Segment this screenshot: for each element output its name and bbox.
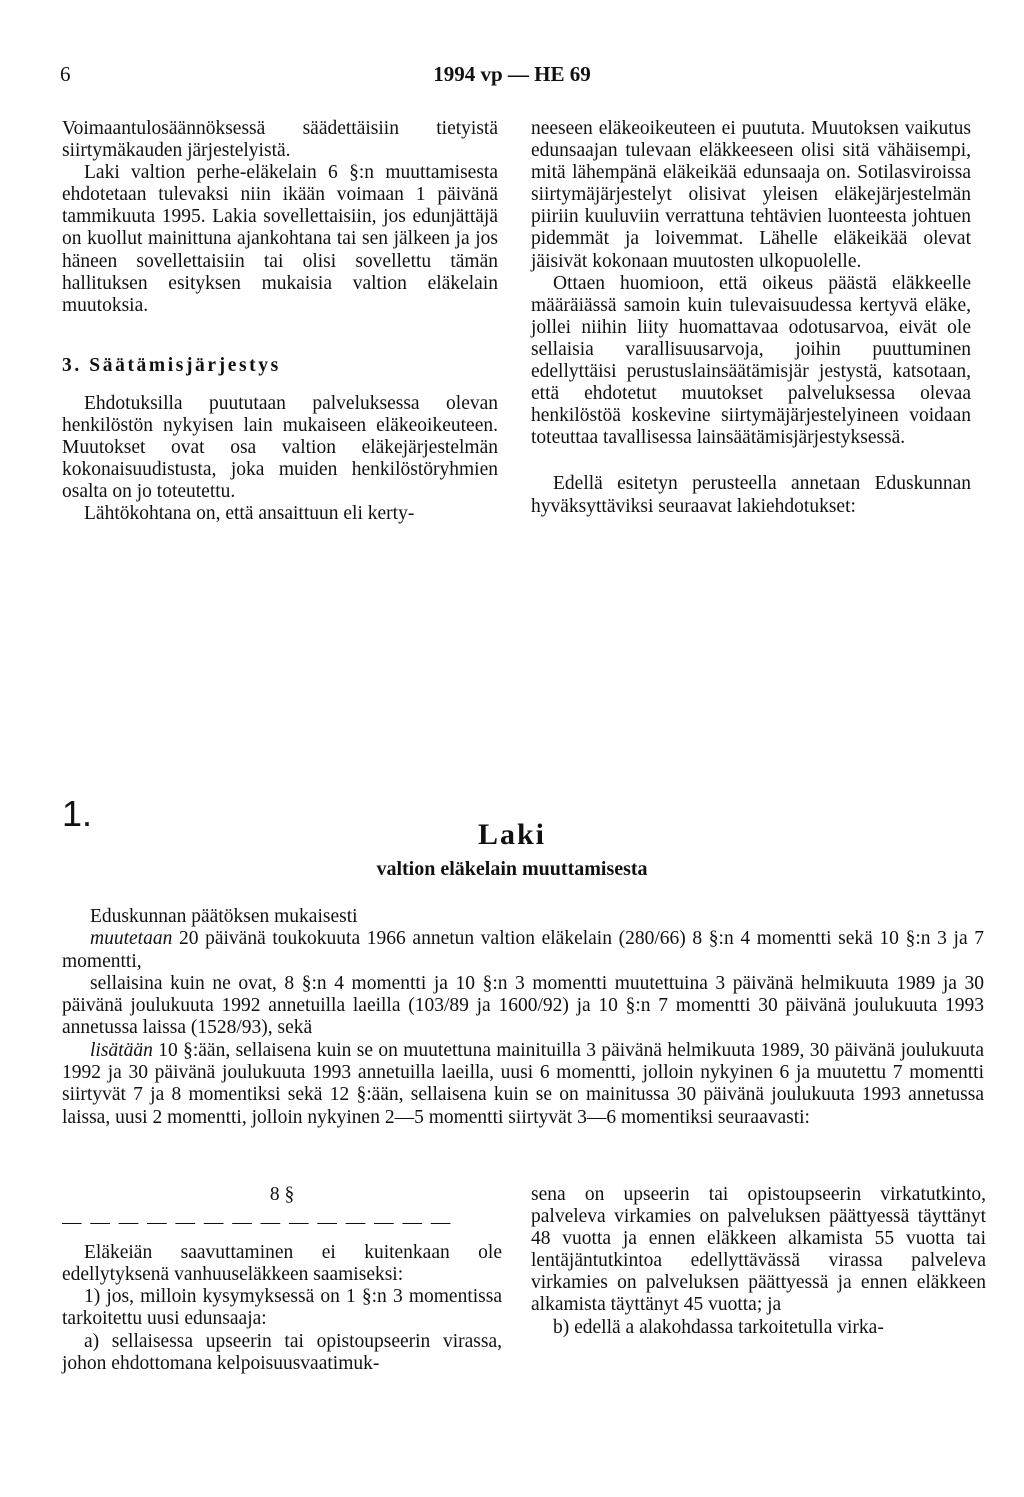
right-paragraph-1: neeseen eläkeoikeuteen ei puututa. Muutoksen vaikutus edunsaajan tulevaan eläkkeeseen olisi sitä vähäisempi, mitä lähempänä eläkeikää edunsaaja on. Sotilasviroissa siirtymäjärjestelyt olisivat yleisen eläkejärjestelmän piiriin kuuluviin verrattuna tehtävien luonteesta johtuen pidemmät ja loivemmat. Lähelle eläkeikää olevat jäisivät kokonaan muutosten ulkopuolelle. <box>531 118 971 272</box>
left-paragraph-2: Laki valtion perhe-eläkelain 6 §:n muuttamisesta ehdotetaan tulevaksi niin ikään voimaan 1 päivänä tammikuuta 1995. Lakia sovellettaisiin, jos edunjättäjä on kuollut mainittuna ajankohtana tai sen jälkeen ja jos häneen sovellettaisiin tai olisi sovellettu tämän hallituksen esityksen mukaisia valtion eläkelain muutoksia. <box>62 162 498 316</box>
section-8-paragraph-1: Eläkeiän saavuttaminen ei kuitenkaan ole edellytyksenä vanhuuseläkkeen saamiseksi: <box>62 1242 502 1286</box>
page-number: 6 <box>60 62 71 86</box>
right-column <box>531 118 971 518</box>
law-number: 1. <box>62 793 93 834</box>
amend-text: 20 päivänä toukokuuta 1966 annetun valtion eläkelain (280/66) 8 §:n 4 momentti sekä 10 §:n 3 ja 7 momentti, <box>62 928 984 972</box>
section-8-paragraph-3: a) sellaisessa upseerin tai opistoupseerin virassa, johon ehdottomana kelpoisuusvaatimuk- <box>62 1330 502 1374</box>
section-mark: 8 § <box>269 1184 295 1205</box>
add-clause <box>62 1040 984 1129</box>
running-head: 1994 vp — HE 69 <box>433 62 591 86</box>
section-heading: 3. Säätämisjärjestys <box>62 354 281 376</box>
law-preamble <box>62 906 984 1129</box>
left-paragraph-1: Voimaantulosäännöksessä säädettäisiin tietyistä siirtymäkauden järjestelyistä. <box>62 118 498 162</box>
law-subtitle: valtion eläkelain muuttamisesta <box>376 858 648 880</box>
left-paragraph-3: Ehdotuksilla puututaan palveluksessa olevan henkilöstön nykyisen lain mukaiseen eläkeoikeuteen. Muutokset ovat osa valtion eläkejärjestelmän kokonaisuudistusta, joka muiden henkilöstöryhmien osalta on jo toteutettu. <box>62 392 498 503</box>
section-8-paragraph-5: b) edellä a alakohdassa tarkoitetulla virka- <box>553 1316 884 1338</box>
section-8-right <box>531 1184 986 1339</box>
left-paragraph-4: Lähtökohtana on, että ansaittuun eli kerty- <box>84 503 415 525</box>
section-8-left <box>62 1184 502 1375</box>
omission-dashes: — — — — — — — — — — — — — — <box>62 1212 453 1234</box>
right-paragraph-2: Ottaen huomioon, että oikeus päästä eläkkeelle määräiässä samoin kuin tulevaisuudessa kertyvä eläke, jollei niihin liity huomattavaa odotusarvoa, eivät ole sellaisia varallisuusarvoja, joihin puuttuminen edellyttäisi perustuslainsäätämisjär jestystä, katsotaan, että ehdotetut muutokset palveluksessa olevaa henkilöstöä koskevine siirtymäjärjestelyineen voidaan toteuttaa tavallisessa lainsäätämisjärjestyksessä. <box>531 272 971 449</box>
enactment-clause: Eduskunnan päätöksen mukaisesti <box>90 906 358 927</box>
amend-clause <box>62 928 984 973</box>
left-column <box>62 118 498 526</box>
add-keyword: lisätään <box>90 1039 153 1061</box>
as-amended-clause: sellaisina kuin ne ovat, 8 §:n 4 momentti ja 10 §:n 3 momentti muutettuina 3 päivänä helmikuuta 1989 ja 30 päivänä joulukuuta 1992 annetuilla laeilla (103/89 ja 1600/92) ja 10 §:n 7 momentti 30 päivänä joulukuuta 1993 annetussa laissa (1528/93), sekä <box>62 972 984 1039</box>
law-title: Laki <box>477 818 547 851</box>
amend-keyword: muutetaan <box>90 928 173 950</box>
section-8-paragraph-2: 1) jos, milloin kysymyksessä on 1 §:n 3 momentissa tarkoitettu uusi edunsaaja: <box>62 1286 502 1330</box>
section-8-paragraph-4: sena on upseerin tai opistoupseerin virkatutkinto, palveleva virkamies on palveluksen päättyessä täyttänyt 48 vuotta ja ennen eläkkeen alkamista 55 vuotta tai lentäjäntutkintoa edellyttävässä virassa palveleva virkamies on palveluksen päättyessä ja ennen eläkkeen alkamista täyttänyt 45 vuotta; ja <box>531 1184 986 1316</box>
right-paragraph-3: Edellä esitetyn perusteella annetaan Eduskunnan hyväksyttäviksi seuraavat lakiehdotukset: <box>531 473 971 517</box>
add-text: 10 §:ään, sellaisena kuin se on muutettuna mainituilla 3 päivänä helmikuuta 1989, 30 päivänä joulukuuta 1992 ja 30 päivänä joulukuuta 1993 annetuilla laeilla, uusi 6 momentti, jolloin nykyinen 6 ja muutettu 7 momentti siirtyvät 7 ja 8 momentiksi sekä 12 §:ään, sellaisena kuin se on mainitussa 30 päivänä joulukuuta 1993 annetussa laissa, uusi 2 momentti, jolloin nykyinen 2—5 momentti siirtyvät 3—6 momentiksi seuraavasti: <box>62 1039 984 1128</box>
